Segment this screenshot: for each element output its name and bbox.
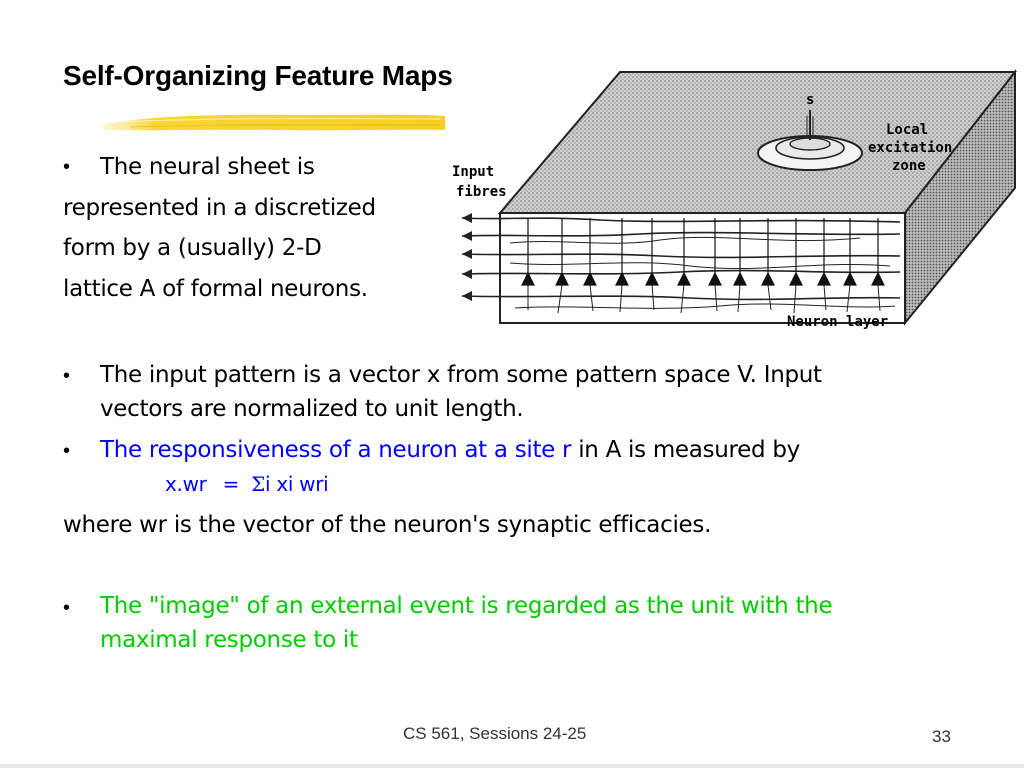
bullet-marker: • bbox=[63, 365, 71, 387]
figure-label-s: s bbox=[806, 92, 815, 108]
bullet-2-line-2: vectors are normalized to unit length. bbox=[100, 396, 524, 422]
bullet-4-line-2: maximal response to it bbox=[100, 627, 358, 653]
slide-title: Self-Organizing Feature Maps bbox=[63, 60, 453, 91]
bullet-marker: • bbox=[63, 597, 71, 619]
bullet-1-line-1: The neural sheet is bbox=[100, 154, 315, 180]
bullet-2-line-1: The input pattern is a vector x from some pattern space V. Input bbox=[100, 362, 822, 388]
measured-by-text: in A is measured by bbox=[571, 437, 800, 463]
bullet-1-line-3: form by a (usually) 2-D bbox=[63, 235, 322, 261]
neural-sheet-diagram bbox=[440, 68, 1020, 338]
bullet-1-line-4: lattice A of formal neurons. bbox=[63, 276, 368, 302]
figure-label-input-2: fibres bbox=[456, 184, 507, 200]
responsiveness-text: The responsiveness of a neuron at a site r bbox=[100, 437, 572, 463]
bullet-3-line-1 bbox=[100, 437, 800, 463]
formula bbox=[165, 472, 328, 496]
bullet-4-line-1: The "image" of an external event is regarded as the unit with the bbox=[100, 593, 833, 619]
bullet-marker: • bbox=[63, 440, 71, 462]
bullet-1-line-2: represented in a discretized bbox=[63, 195, 376, 221]
title-highlight-stroke bbox=[100, 108, 445, 136]
figure-label-zone-3: zone bbox=[892, 158, 926, 174]
figure-label-input-1: Input bbox=[452, 164, 495, 180]
footer-course: CS 561, Sessions 24-25 bbox=[403, 724, 587, 743]
formula-right: i xi wri bbox=[265, 472, 329, 496]
efficacies-text: where wr is the vector of the neuron's synaptic efficacies. bbox=[63, 512, 712, 538]
figure-label-zone-2: excitation bbox=[868, 140, 953, 156]
page-number: 33 bbox=[932, 727, 951, 746]
formula-equals: = bbox=[222, 472, 240, 496]
bullet-marker: • bbox=[63, 156, 71, 178]
figure-label-zone-1: Local bbox=[886, 122, 929, 138]
formula-sigma: Σ bbox=[251, 472, 266, 496]
figure-label-neuron-layer: Neuron layer bbox=[787, 314, 889, 330]
formula-left: x.wr bbox=[165, 472, 207, 496]
bottom-rule bbox=[0, 764, 1024, 768]
